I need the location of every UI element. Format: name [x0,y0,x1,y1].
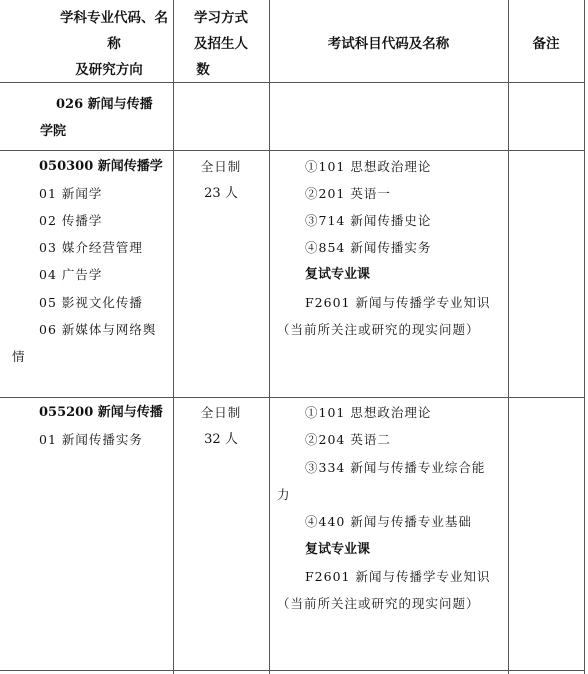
column-divider [508,0,509,674]
row-divider [0,670,585,671]
college-name-line2: 学院 [40,124,67,139]
exam-subject: ①101 思想政治理论 [305,159,432,174]
header-study-mode [173,5,269,83]
study-mode: 全日制 [200,159,242,174]
header-study-mode-line3: 数 [196,62,210,78]
header-study-mode-line1: 学习方式 [194,10,248,26]
header-remarks: 备注 [532,36,560,52]
direction-item: 06 新媒体与网络舆 [39,322,157,337]
study-mode: 全日制 [200,405,242,420]
direction-item: 05 影视文化传播 [39,295,143,310]
exam-subject: ④854 新闻传播实务 [305,240,432,255]
column-divider [173,0,174,674]
retest-subject: F2601 新闻与传播学专业知识 [305,569,491,584]
exam-subject: ④440 新闻与传播专业基础 [305,514,472,529]
header-exam-subjects: 考试科目代码及名称 [327,36,450,52]
enrollment-quota: 32 人 [204,432,238,447]
column-divider [584,0,585,674]
row-divider [0,397,585,398]
retest-heading: 复试专业课 [305,542,371,557]
direction-item: 01 新闻传播实务 [39,432,143,447]
exam-subject: ②204 英语二 [305,432,391,447]
exam-subject: ③334 新闻与传播专业综合能 [305,460,486,475]
exam-subject-wrap: 力 [277,487,291,502]
column-divider [269,0,270,674]
header-discipline-line3: 及研究方向 [75,62,143,78]
direction-item: 01 新闻学 [39,186,103,201]
header-discipline-line1: 学科专业代码、名 [60,10,168,26]
college-name-line1: 026 新闻与传播 [56,97,153,112]
direction-item: 03 媒介经营管理 [39,240,143,255]
retest-heading: 复试专业课 [305,267,371,282]
header-discipline-line2: 称 [107,36,121,52]
exam-subject: ③714 新闻传播史论 [305,213,432,228]
exam-subject: ②201 英语一 [305,186,391,201]
direction-item: 04 广告学 [39,267,103,282]
exam-subject: ①101 思想政治理论 [305,405,432,420]
enrollment-quota: 23 人 [204,186,238,201]
retest-subject-note: （当前所关注或研究的现实问题） [277,322,480,337]
direction-item: 02 传播学 [39,213,103,228]
program-title: 055200 新闻与传播 [39,405,163,420]
program-title: 050300 新闻传播学 [39,159,163,174]
retest-subject: F2601 新闻与传播学专业知识 [305,295,491,310]
header-study-mode-line2: 及招生人 [194,36,248,52]
row-divider [0,150,585,151]
retest-subject-note: （当前所关注或研究的现实问题） [277,596,480,611]
direction-item-wrap: 情 [12,349,26,364]
